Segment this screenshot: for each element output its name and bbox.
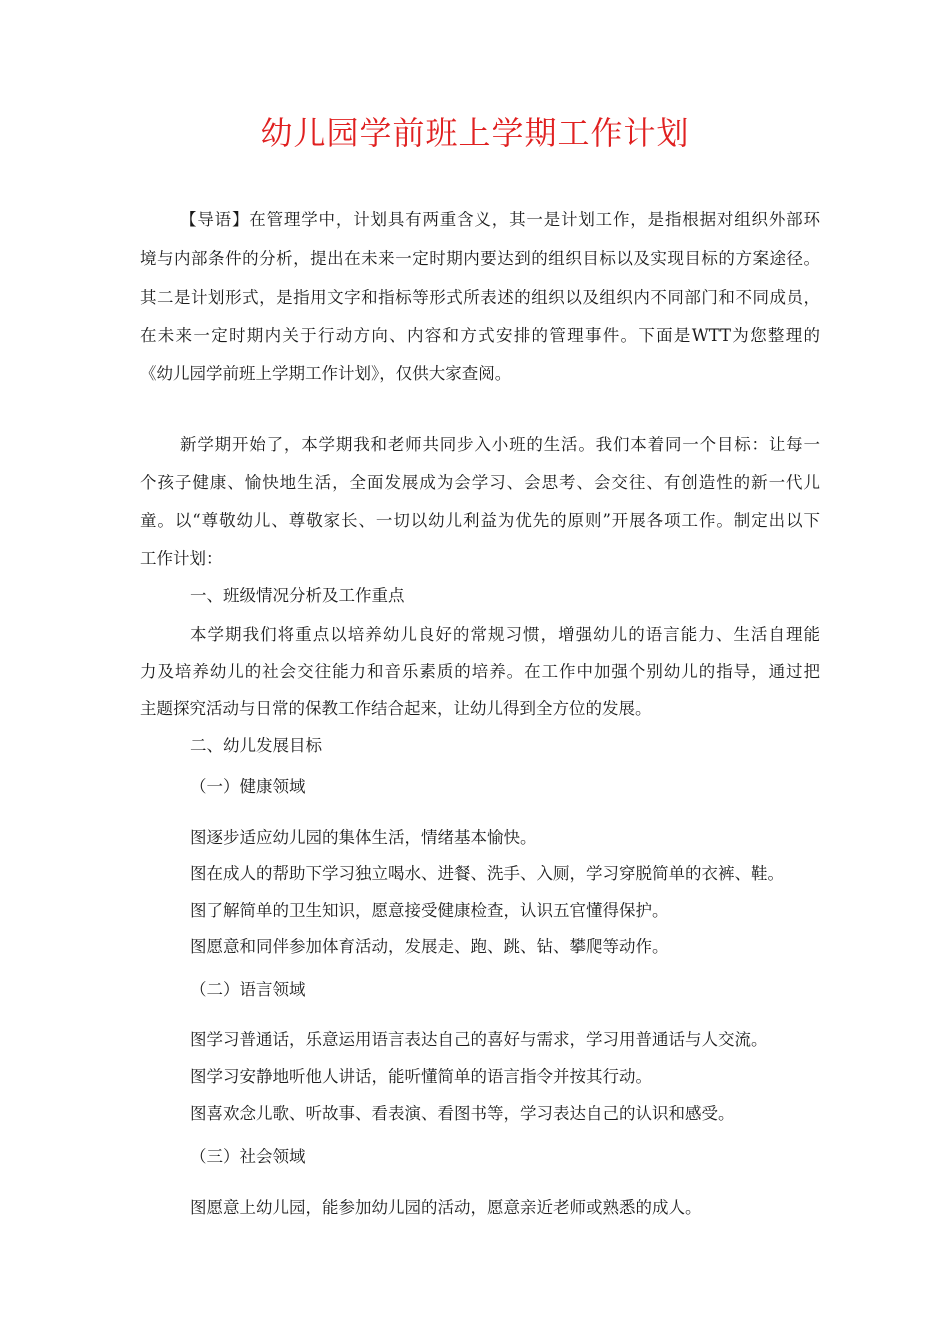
subsection-heading: （三）社会领域	[190, 1147, 306, 1166]
opening-line: 童。以“尊敬幼儿、尊敬家长、一切以幼儿利益为优先的原则”开展各项工作。制定出以下	[140, 511, 820, 530]
list-item: 图了解简单的卫生知识，愿意接受健康检查，认识五官懂得保护。	[190, 901, 669, 920]
intro-line: 在未来一定时期内关于行动方向、内容和方式安排的管理事件。下面是WTT为您整理的	[140, 326, 820, 345]
list-item: 图愿意和同伴参加体育活动，发展走、跑、跳、钻、攀爬等动作。	[190, 937, 669, 956]
opening-line: 新学期开始了，本学期我和老师共同步入小班的生活。我们本着同一个目标：让每一	[180, 435, 820, 454]
list-item: 图学习安静地听他人讲话，能听懂简单的语言指令并按其行动。	[190, 1067, 652, 1086]
opening-line: 个孩子健康、愉快地生活，全面发展成为会学习、会思考、会交往、有创造性的新一代儿	[140, 473, 820, 492]
list-item: 图喜欢念儿歌、听故事、看表演、看图书等，学习表达自己的认识和感受。	[190, 1104, 735, 1123]
section-heading: 一、班级情况分析及工作重点	[190, 586, 405, 605]
document-title: 幼儿园学前班上学期工作计划	[260, 114, 690, 152]
intro-line: 境与内部条件的分析，提出在未来一定时期内要达到的组织目标以及实现目标的方案途径。	[140, 249, 820, 268]
section1-line: 主题探究活动与日常的保教工作结合起来，让幼儿得到全方位的发展。	[140, 699, 652, 718]
intro-line: 《幼儿园学前班上学期工作计划》，仅供大家查阅。	[140, 364, 512, 383]
list-item: 图在成人的帮助下学习独立喝水、进餐、洗手、入厕，学习穿脱简单的衣裤、鞋。	[190, 864, 784, 883]
opening-line: 工作计划：	[140, 549, 223, 568]
subsection-heading: （一）健康领域	[190, 777, 306, 796]
section1-line: 本学期我们将重点以培养幼儿良好的常规习惯，增强幼儿的语言能力、生活自理能	[190, 625, 820, 644]
list-item: 图逐步适应幼儿园的集体生活，情绪基本愉快。	[190, 828, 537, 847]
intro-line: 其二是计划形式，是指用文字和指标等形式所表述的组织以及组织内不同部门和不同成员，	[140, 288, 820, 307]
section1-line: 力及培养幼儿的社会交往能力和音乐素质的培养。在工作中加强个别幼儿的指导，通过把	[140, 662, 820, 681]
list-item: 图学习普通话，乐意运用语言表达自己的喜好与需求，学习用普通话与人交流。	[190, 1030, 768, 1049]
section-heading: 二、幼儿发展目标	[190, 736, 322, 755]
list-item: 图愿意上幼儿园，能参加幼儿园的活动，愿意亲近老师或熟悉的成人。	[190, 1198, 702, 1217]
intro-line: 【导语】在管理学中，计划具有两重含义，其一是计划工作，是指根据对组织外部环	[180, 210, 820, 229]
subsection-heading: （二）语言领域	[190, 980, 306, 999]
